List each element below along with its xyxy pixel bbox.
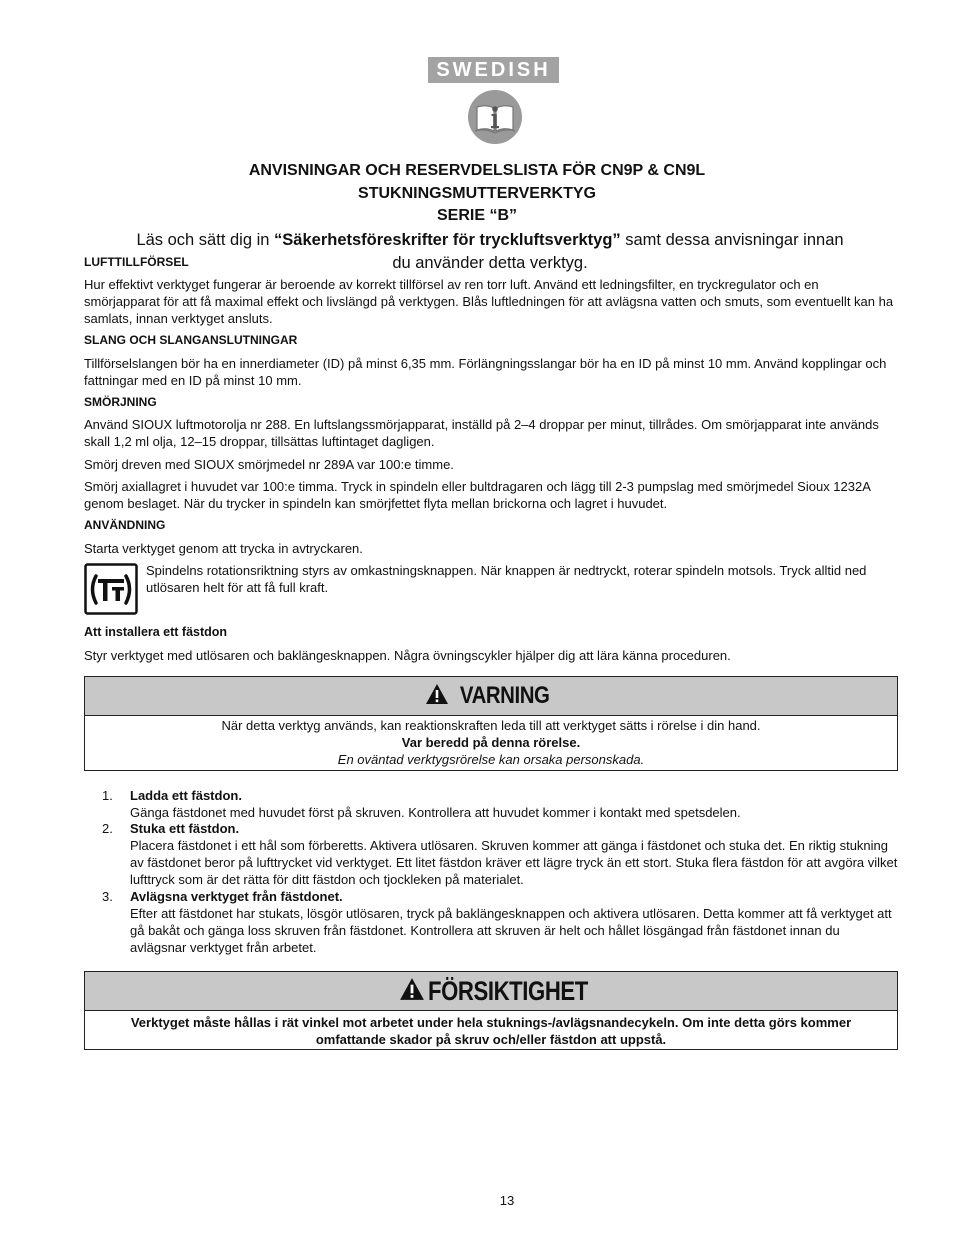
heading-hose: SLANG OCH SLANGANSLUTNINGAR (84, 333, 298, 347)
warning-title: VARNING (459, 682, 550, 709)
step-text: Placera fästdonet i ett hål som förberetts. Aktivera utlösaren. Skruven kommer att gänga i fästdonet och stuka det. En riktig stukning av fästdonet beror på lufttrycket vid verktyget. Ett litet fästdon kräver ett lägre tryck än ett stort. Stuka flera fästdon för att avgöra vilket lufttryck som är det rätta för ditt fästdon och tjockleken på materialet. (130, 838, 898, 887)
title-line-3: SERIE “B” (436, 207, 517, 224)
trigger-icon (84, 563, 138, 615)
step-number: 1. (102, 788, 113, 803)
caution-text: Verktyget måste hållas i rät vinkel mot arbetet under hela stuknings-/avlägsnandecykeln. Om inte detta görs kommer omfattande skador på skruv och/eller fästdon att uppstå. (130, 1015, 852, 1047)
list-item (84, 820, 898, 888)
step-title: Ladda ett fästdon. (130, 788, 242, 803)
warning-box (84, 676, 898, 771)
language-banner: SWEDISH (428, 57, 559, 83)
para-hose: Tillförselslangen bör ha en innerdiameter (ID) på minst 6,35 mm. Förlängningsslangar bör ha en ID på minst 10 mm. Använd kopplingar och fattningar med en ID på minst 10 mm. (84, 356, 887, 388)
warning-line-2: Var beredd på denna rörelse. (401, 735, 581, 750)
info-book-icon (467, 89, 523, 145)
step-text: Gänga fästdonet med huvudet först på skruven. Kontrollera att huvudet kommer i kontakt med spetsdelen. (130, 805, 741, 820)
para-operation-2: Spindelns rotationsriktning styrs av omkastningsknappen. När knappen är nedtryckt, roterar spindeln motsols. Tryck alltid ned utlösaren helt för att få full kraft. (146, 563, 867, 595)
list-item (84, 787, 898, 821)
caution-title: FÖRSIKTIGHET (428, 975, 588, 1006)
warning-line-1: När detta verktyg används, kan reaktionskraften leda till att verktyget sätts i rörelse i din hand. (221, 718, 761, 733)
warning-header (85, 677, 897, 716)
para-air-supply: Hur effektivt verktyget fungerar är beroende av korrekt tillförsel av ren torr luft. Använd ett ledningsfilter, en tryckregulator och en smörjapparat för att få maximal effekt och livslängd på verktygen. Blås luftledningen för att avlägsna vatten och smuts, som eventuellt kan ha samlats, innan verktyget ansluts. (84, 277, 894, 326)
heading-lubrication: SMÖRJNING (84, 395, 157, 409)
intro-suffix: samt dessa anvisningar innan (620, 231, 844, 249)
caution-header (85, 972, 897, 1011)
page-number: 13 (499, 1193, 515, 1208)
caution-triangle-icon (399, 977, 425, 1006)
heading-operation: ANVÄNDNING (84, 518, 166, 532)
intro-prefix: Läs och sätt dig in (136, 231, 275, 249)
step-title: Stuka ett fästdon. (130, 821, 240, 836)
para-install: Styr verktyget med utlösaren och baklängesknappen. Några övningscykler hjälper dig att lära känna proceduren. (84, 648, 731, 663)
step-title: Avlägsna verktyget från fästdonet. (130, 889, 343, 904)
step-text: Efter att fästdonet har stukats, lösgör utlösaren, tryck på baklängesknappen och aktivera utlösaren. Detta kommer att få verktyget att gå bakåt och gänga loss skruven från fästdonet. Kontrollera att skruven är helt och hållet lösgängad från fästdonet innan du avlägsnar verktyget från arbetet. (130, 906, 892, 955)
para-lubrication-2: Smörj dreven med SIOUX smörjmedel nr 289A var 100:e timme. (84, 457, 454, 472)
caution-box (84, 971, 898, 1050)
title-line-1: ANVISNINGAR OCH RESERVDELSLISTA FÖR CN9P & CN9L (248, 162, 706, 179)
warning-triangle-icon (425, 683, 449, 710)
para-lubrication-1: Använd SIOUX luftmotorolja nr 288. En luftslangssmörjapparat, inställd på 2–4 droppar per minut, tillrådes. Om smörjapparat inte används skall 1,2 ml olja, 12–15 droppar, tillsättas luftintaget dagligen. (84, 417, 879, 449)
warning-line-3: En oväntad verktygsrörelse kan orsaka personskada. (337, 752, 645, 767)
step-number: 3. (102, 889, 113, 904)
title-line-2: STUKNINGSMUTTERVERKTYG (358, 185, 596, 202)
intro-bold: “Säkerhetsföreskrifter för tryckluftsverktyg” (274, 231, 621, 249)
intro-line-1 (60, 229, 920, 252)
para-lubrication-3: Smörj axiallagret i huvudet var 100:e timma. Tryck in spindeln eller bultdragaren och lägg till 2-3 pumpslag med smörjmedel Sioux 1232A genom beslaget. När du trycker in spindeln kan smörjfettet flyta mellan brickorna och lagret i huvudet. (84, 479, 871, 511)
list-item (84, 888, 898, 956)
intro-line-2: du använder detta verktyg. (392, 254, 588, 272)
heading-air-supply: LUFTTILLFÖRSEL (84, 255, 189, 269)
step-number: 2. (102, 821, 113, 836)
para-operation-1: Starta verktyget genom att trycka in avtryckaren. (84, 541, 363, 556)
heading-install: Att installera ett fästdon (84, 625, 228, 639)
